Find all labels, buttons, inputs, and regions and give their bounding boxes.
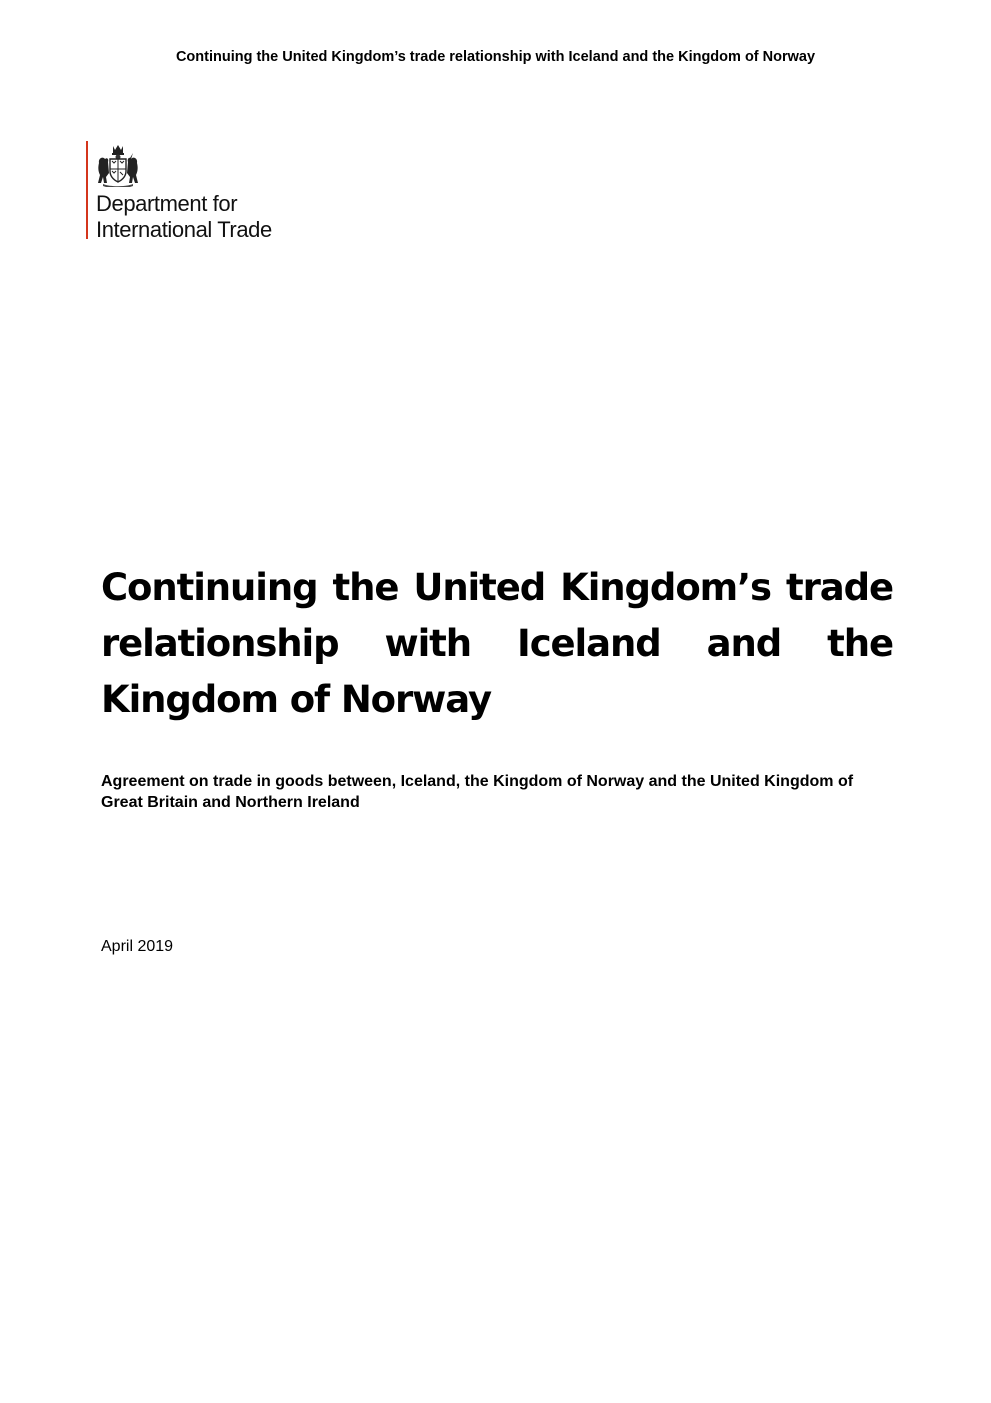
department-name-line-1: Department for	[96, 191, 238, 216]
document-subtitle: Agreement on trade in goods between, Iceland, the Kingdom of Norway and the United Kingdom of Great Britain and Northern Ireland	[101, 773, 854, 811]
running-header: Continuing the United Kingdom’s trade relationship with Iceland and the Kingdom of Norway	[175, 49, 816, 65]
logo-accent-rule	[86, 141, 88, 239]
publication-date: April 2019	[101, 938, 174, 955]
royal-coat-of-arms-icon	[95, 143, 141, 187]
document-title: Continuing the United Kingdom’s trade relationship with Iceland and the Kingdom of Norway	[101, 566, 893, 721]
department-name	[96, 191, 272, 243]
department-logo	[86, 141, 316, 242]
department-name-line-2: International Trade	[96, 217, 272, 242]
